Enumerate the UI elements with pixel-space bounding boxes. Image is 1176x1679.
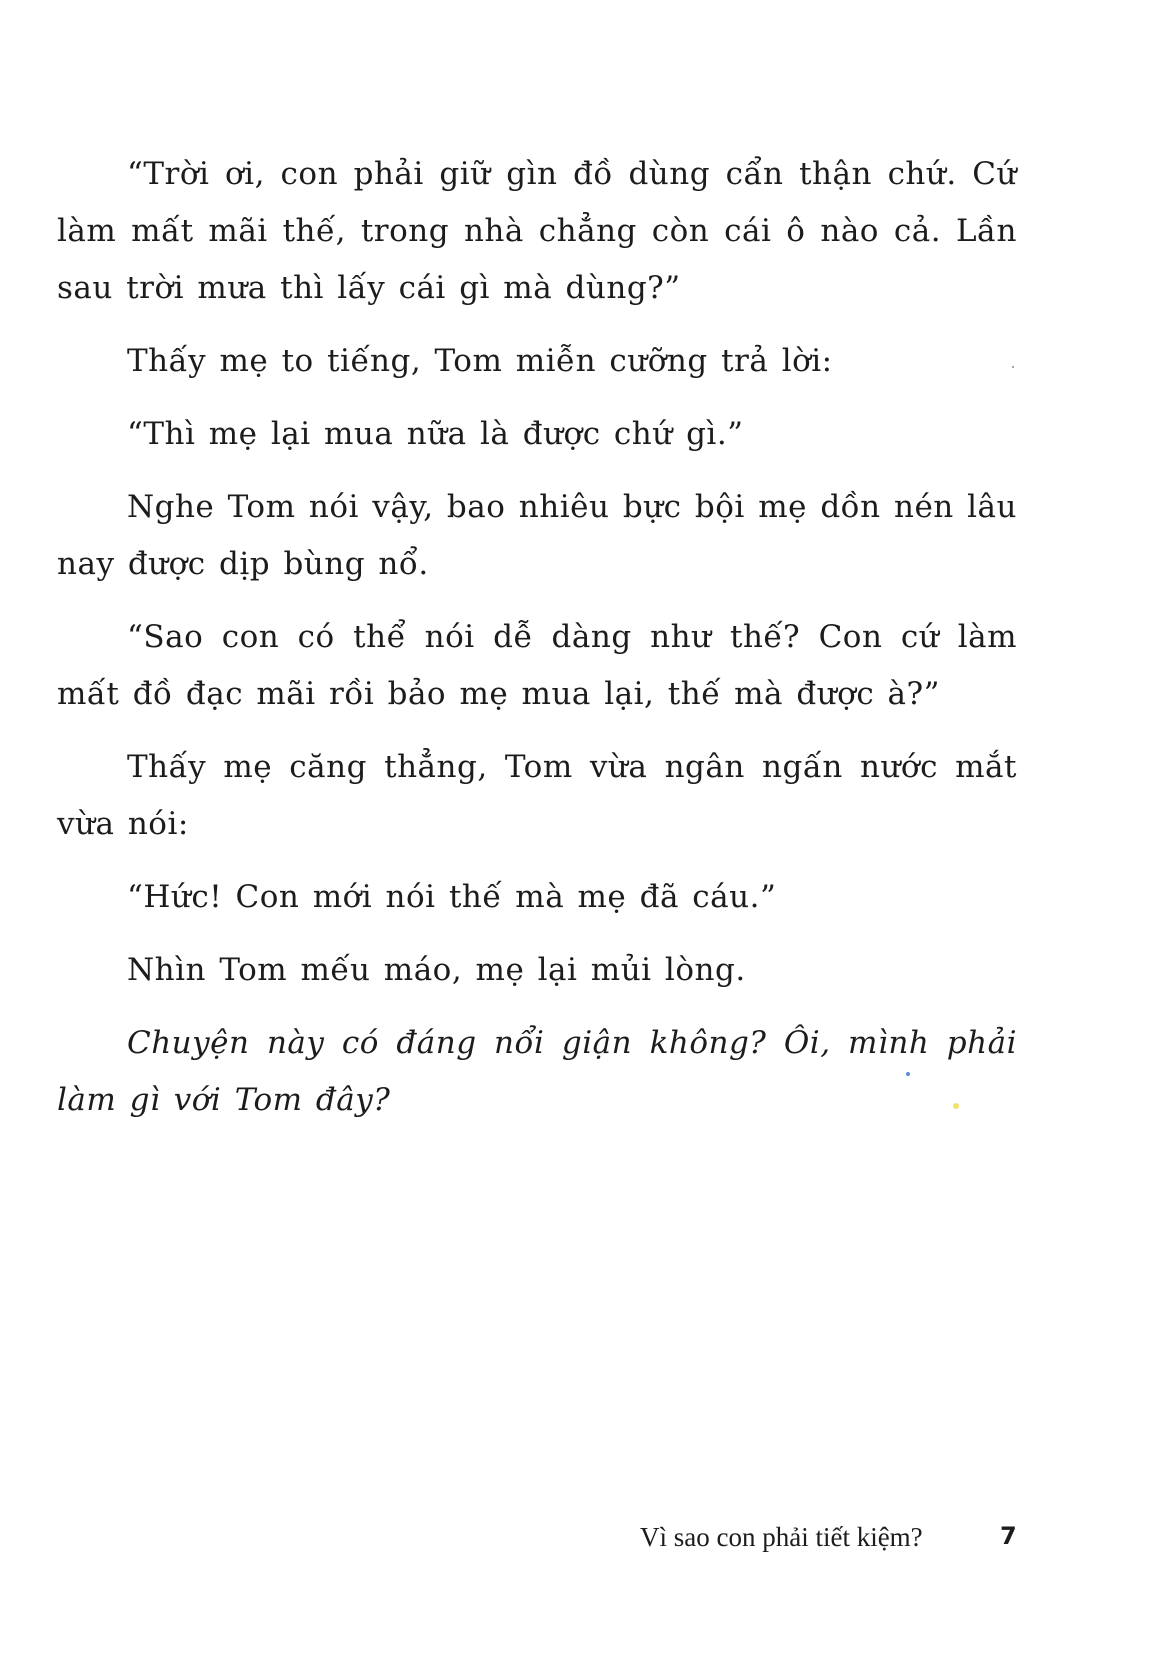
paragraph-8: Nhìn Tom mếu máo, mẹ lại mủi lòng. (127, 952, 746, 988)
paragraph-7: “Hức! Con mới nói thế mà mẹ đã cáu.” (127, 879, 777, 915)
page-footer (640, 1522, 1020, 1562)
paragraph-1: “Trời ơi, con phải giữ gìn đồ dùng cẩn thận chứ. Cứ làm mất mãi thế, trong nhà chẳng còn cái ô nào cả. Lần sau trời mưa thì lấy cái gì mà dùng?” (57, 156, 1017, 306)
running-title: Vì sao con phải tiết kiệm? (640, 1522, 923, 1552)
paragraph-3: “Thì mẹ lại mua nữa là được chứ gì.” (127, 416, 744, 452)
paragraph-6: Thấy mẹ căng thẳng, Tom vừa ngân ngấn nước mắt vừa nói: (57, 749, 1017, 842)
paragraph-4: Nghe Tom nói vậy, bao nhiêu bực bội mẹ dồn nén lâu nay được dịp bùng nổ. (57, 489, 1017, 582)
paragraph-9-thought: Chuyện này có đáng nổi giận không? Ôi, mình phải làm gì với Tom đây? (57, 1025, 1017, 1118)
page-number: 7 (1000, 1522, 1017, 1550)
dust-speck (1012, 366, 1014, 368)
yellow-speck (953, 1103, 959, 1109)
story-text (57, 146, 1017, 1145)
paragraph-5: “Sao con có thể nói dễ dàng như thế? Con cứ làm mất đồ đạc mãi rồi bảo mẹ mua lại, thế mà được à?” (57, 619, 1017, 712)
blue-speck (906, 1072, 910, 1076)
paragraph-2: Thấy mẹ to tiếng, Tom miễn cưỡng trả lời: (127, 343, 833, 379)
